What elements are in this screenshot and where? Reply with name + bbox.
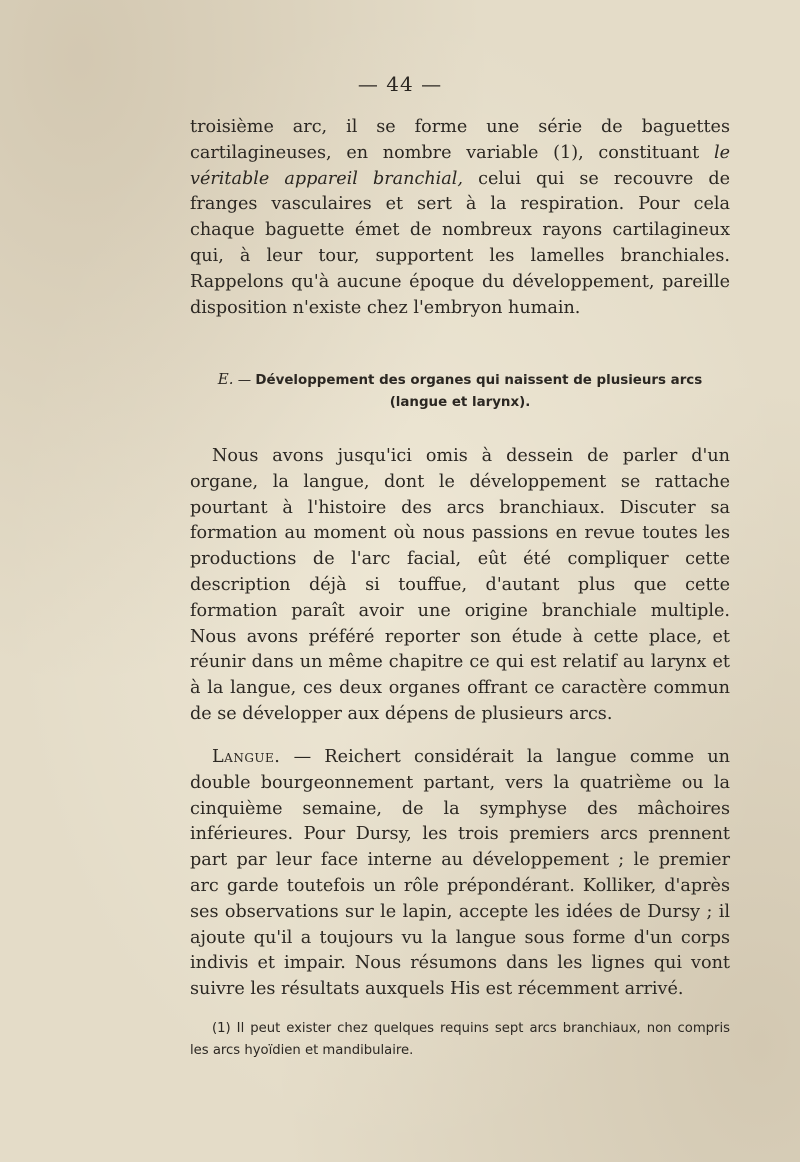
footnote: [190, 1018, 730, 1062]
paragraph-1-text-a: troisième arc, il se forme une série de baguettes cartilagineuses, en nombre variable (1), constituant: [190, 117, 730, 163]
paragraph-3-text: — Reichert considérait la langue comme un double bourgeonnement partant, vers la quatrième ou la cinquième semaine, de la symphyse des mâchoires inférieures. Pour Dursy, les trois premiers arcs prennent part par leur face interne au développement ; le premier arc garde toutefois un rôle prépondérant. Kolliker, d'après ses observations sur le lapin, accepte les idées de Dursy ; il ajoute qu'il a toujours vu la langue sous forme d'un corps indivis et impair. Nous résumons dans les lignes qui vont suivre les résultats auxquels His est récemment arrivé.: [190, 747, 730, 1000]
paragraph-3-lead: Langue.: [212, 747, 281, 767]
paragraph-3: [190, 745, 730, 1003]
section-title: Développement des organes qui naissent de plusieurs arcs (langue et larynx).: [255, 373, 703, 410]
page-number: — 44 —: [357, 72, 443, 96]
paragraph-1: [190, 115, 730, 321]
section-dash: —: [233, 373, 256, 388]
section-heading: [190, 368, 730, 414]
paragraph-1-emphasis: le véritable appareil branchial,: [190, 142, 730, 189]
paragraph-2-text: Nous avons jusqu'ici omis à dessein de parler d'un organe, la langue, dont le développement se rattache pourtant à l'histoire des arcs branchiaux. Discuter sa formation au moment où nous passions en revue toutes les productions de l'arc facial, eût été compliquer cette description déjà si touffue, d'autant plus que cette formation paraît avoir une origine branchiale multiple. Nous avons préféré reporter son étude à cette place, et réunir dans un même chapitre ce qui est relatif au larynx et à la langue, ces deux organes offrant ce caractère commun de se développer aux dépens de plusieurs arcs.: [190, 446, 730, 724]
paragraph-1-text-b: celui qui se recouvre de franges vasculaires et sert à la respiration. Pour cela chaque baguette émet de nombreux rayons cartilagineux qui, à leur tour, supportent les lamelles branchiales. Rappelons qu'à aucune époque du développement, pareille disposition n'existe chez l'embryon humain.: [190, 168, 730, 318]
paragraph-2: [190, 444, 730, 728]
section-letter: E.: [217, 370, 234, 388]
footnote-text: (1) Il peut exister chez quelques requins sept arcs branchiaux, non compris les arcs hyoïdien et mandibulaire.: [190, 1021, 730, 1058]
